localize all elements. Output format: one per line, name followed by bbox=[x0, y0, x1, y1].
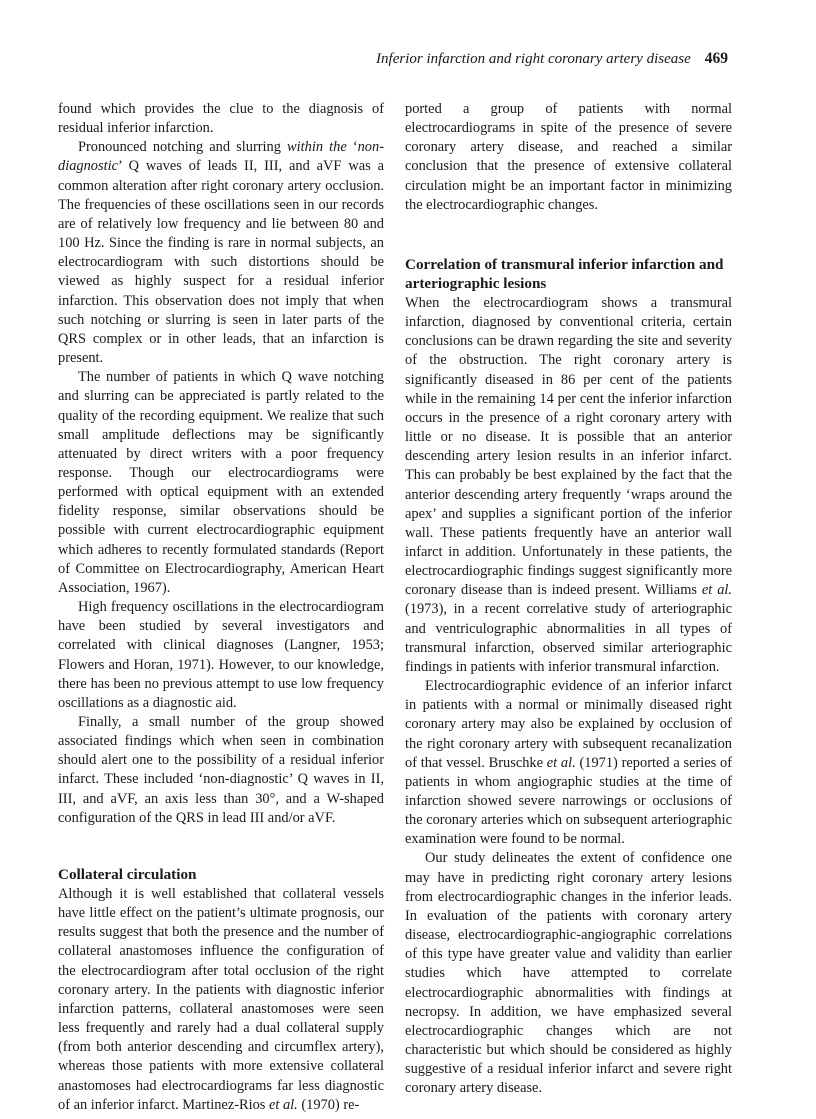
paragraph bbox=[405, 294, 732, 677]
emphasis: non-diagnostic bbox=[58, 139, 384, 175]
emphasis: et al. bbox=[701, 582, 732, 599]
running-title: Inferior infarction and right coronary artery disease bbox=[376, 51, 691, 67]
text-run: Electrocardiographic evidence of an inferior infarct in patients with a normal or minimally diseased right coronary artery may also be explained by occlusion of the right coronary artery with subsequent recanalization of that vessel. Bruschke bbox=[405, 678, 732, 771]
text-run: (1971) reported a series of patients in whom angiographic studies at the time of infarction showed severe narrowings or occlusions of the coronary arteries which on subsequent arteriographic examination were found to be normal. bbox=[405, 754, 733, 848]
text-run: ’ Q waves of leads II, III, and aVF was a common alteration after right coronary artery occlusion. The frequencies of these oscillations seen in our records are of relatively low frequency and lie between 80 and 100 Hz. Since the finding is rare in normal subjects, an electrocardiogram with such distortions should be viewed as highly suspect for a residual inferior infarction. This observation does not imply that when such notching or slurring is seen in later parts of the QRS complex or in other leads, that an infarction is present. bbox=[58, 158, 384, 367]
text-run: (1970) re- bbox=[297, 1096, 360, 1113]
text-run: Although it is well established that collateral vessels have little effect on the patient’s ultimate prognosis, our results suggest that both the presence and the number of collateral anastomoses influence the configuration of the electrocardiogram after total occlusion of the right coronary artery. In the patients with diagnostic inferior infarction patterns, collateral anastomoses were seen less frequently and rarely had a dual collateral supply (from both anterior descending and circumflex artery), whereas those patients with more extensive collateral anastomoses had electrocardiograms far less diagnostic of an inferior infarct. Martinez-Rios bbox=[58, 885, 384, 1113]
paragraph bbox=[58, 885, 384, 1115]
emphasis: et al. bbox=[268, 1096, 298, 1113]
running-head bbox=[376, 50, 728, 68]
paragraph bbox=[405, 677, 732, 849]
left-column bbox=[58, 100, 384, 1115]
paragraph: Finally, a small number of the group showed associated findings which when seen in combination should alert one to the possibility of a residual inferior infarct. These included ‘non-diagnostic’ Q waves in II, III, and aVF, an axis less than 30°, and a W-shaped configuration of the QRS in lead III and/or aVF. bbox=[58, 714, 384, 826]
text-run: ‘ bbox=[346, 139, 358, 156]
text-run: Pronounced notching and slurring bbox=[78, 139, 288, 156]
paragraph: Our study delineates the extent of confidence one may have in predicting right coronary artery lesions from electrocardiographic changes in the inferior leads. In evaluation of the patients with coronary artery disease, electrocardiographic-angiographic correlations of this type have greater value and validity than earlier studies which have attempted to correlate electrocardiographic abnormalities with findings at necropsy. In addition, we have emphasized several electrocardiographic changes which are not characteristic but which should be considered as highly suggestive of a residual inferior infarct and severe right coronary artery disease. bbox=[405, 850, 732, 1097]
page-number: 469 bbox=[704, 50, 728, 67]
text-run: (1973), in a recent correlative study of arteriographic and ventriculographic abnormalities in all types of transmural infarction, observed similar arteriographic findings in patients with inferior transmural infarction. bbox=[405, 601, 732, 675]
section-heading-collateral: Collateral circulation bbox=[58, 865, 197, 883]
emphasis: within the bbox=[287, 139, 347, 156]
section-heading-correlation: Correlation of transmural inferior infarction and arteriographic lesions bbox=[405, 255, 724, 292]
paragraph: ported a group of patients with normal electrocardiograms in spite of the presence of severe coronary artery disease, and reached a similar conclusion that the presence of extensive collateral circulation might be an important factor in minimizing the electrocardiographic changes. bbox=[405, 101, 732, 213]
paragraph: found which provides the clue to the diagnosis of residual inferior infarction. bbox=[58, 101, 384, 137]
paragraph bbox=[58, 138, 384, 368]
paragraph: High frequency oscillations in the electrocardiogram have been studied by several investigators and correlated with clinical diagnoses (Langner, 1953; Flowers and Horan, 1971). However, to our knowledge, there has been no previous attempt to use low frequency oscillations as a diagnostic aid. bbox=[58, 599, 384, 711]
text-run: When the electrocardiogram shows a transmural infarction, diagnosed by conventional criteria, certain conclusions can be drawn regarding the site and severity of the obstruction. The right coronary artery is significantly diseased in 86 per cent of the patients while in the remaining 14 per cent the inferior infarction occurs in the presence of a right coronary artery with little or no disease. It is possible that an anterior descending artery lesion results in an inferior infarct. This can probably be best explained by the fact that the anterior descending artery frequently ‘wraps around the apex’ and supplies a significant portion of the inferior wall. These patients frequently have an anterior wall infarct in addition. Unfortunately in these patients, the electrocardiographic findings suggest significantly more coronary disease than is indeed present. Williams bbox=[405, 294, 732, 599]
paragraph: The number of patients in which Q wave notching and slurring can be appreciated is partly related to the quality of the recording equipment. We realize that such small amplitude deflections may be significantly attenuated by direct writers with a poor frequency response. Though our electrocardiograms were performed with optical equipment with an extended fidelity response, similar observations should be possible with current electrocardiographic equipment which adheres to recently formulated standards (Report of Committee on Electrocardiography, American Heart Association, 1967). bbox=[58, 369, 384, 596]
right-column bbox=[405, 100, 732, 1099]
emphasis: et al. bbox=[546, 754, 576, 771]
